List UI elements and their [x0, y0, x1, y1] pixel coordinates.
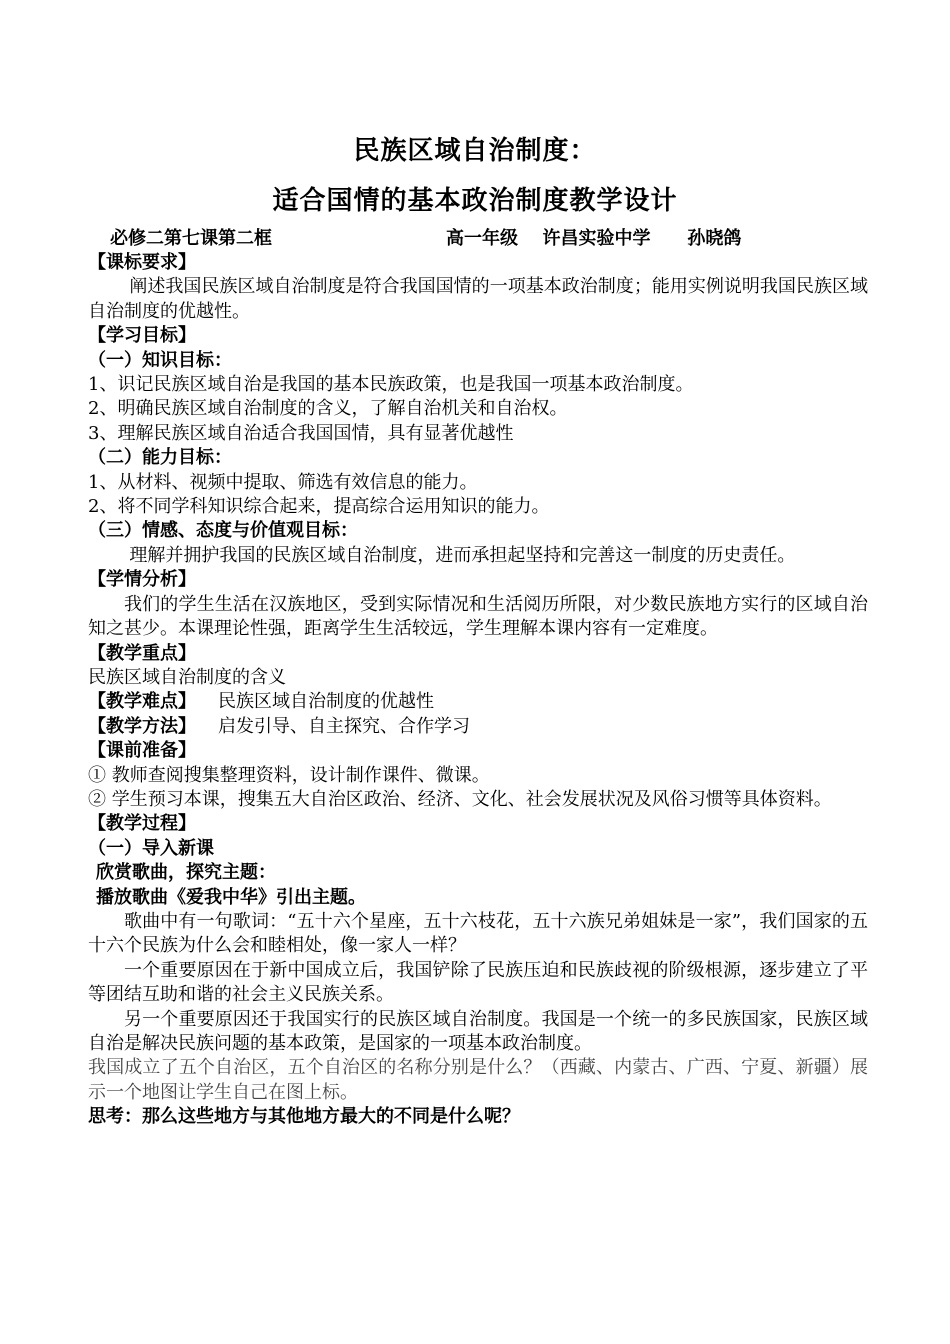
xinshang-line: 欣赏歌曲，探究主题： — [96, 862, 276, 884]
section-heading-zhunbei: 【课前准备】 — [88, 740, 196, 762]
list-item: 2、将不同学科知识综合起来，提高综合运用知识的能力。 — [88, 496, 550, 518]
subheading-nengli: （二）能力目标： — [88, 447, 232, 469]
bofang-line: 播放歌曲《爱我中华》引出主题。 — [96, 886, 366, 908]
nandian-text: 民族区域自治制度的优越性 — [218, 691, 434, 713]
list-item: ② 学生预习本课，搜集五大自治区政治、经济、文化、社会发展状况及风俗习惯等具体资料。 — [88, 788, 832, 810]
document-title-line1: 民族区域自治制度： — [353, 136, 597, 166]
xueqing-text: 我们的学生生活在汉族地区，受到实际情况和生活阅历所限，对少数民族地方实行的区域自治知之甚少。本课理论性强，距离学生生活较远，学生理解本课内容有一定难度。 — [88, 593, 868, 640]
author-info: 高一年级 许昌实验中学 孙晓鸽 — [446, 228, 742, 249]
section-heading-xueqing: 【学情分析】 — [88, 569, 196, 591]
paragraph-lyrics: 歌曲中有一句歌词：“五十六个星座，五十六枝花，五十六族兄弟姐妹是一家”，我们国家的五十六个民族为什么会和睦相处，像一家人一样？ — [88, 910, 868, 957]
paragraph-reason2: 另一个重要原因还于我国实行的民族区域自治制度。我国是一个统一的多民族国家，民族区域自治是解决民族问题的基本政策，是国家的一项基本政治制度。 — [88, 1008, 868, 1054]
section-heading-fangfa: 【教学方法】 — [88, 715, 196, 737]
paragraph-autonomous-regions: 我国成立了五个自治区，五个自治区的名称分别是什么？（西藏、内蒙古、广西、宁夏、新疆）展示一个地图让学生自己在图上标。 — [88, 1057, 868, 1103]
section-heading-kebiao: 【课标要求】 — [88, 252, 196, 273]
list-item: 3、理解民族区域自治适合我国国情，具有显著优越性 — [88, 422, 514, 444]
course-unit: 必修二第七课第二框 — [110, 228, 272, 249]
list-item: ① 教师查阅搜集整理资料，设计制作课件、微课。 — [88, 764, 490, 786]
subheading-zhishi: （一）知识目标： — [88, 349, 232, 371]
section-heading-xuexi: 【学习目标】 — [88, 325, 196, 347]
qinggan-text: 理解并拥护我国的民族区域自治制度，进而承担起坚持和完善这一制度的历史责任。 — [129, 544, 796, 566]
list-item: 2、明确民族区域自治制度的含义，了解自治机关和自治权。 — [88, 398, 568, 420]
fangfa-row — [88, 715, 868, 739]
section-heading-zhongdian: 【教学重点】 — [88, 642, 196, 664]
list-item: 1、识记民族区域自治是我国的基本民族政策，也是我国一项基本政治制度。 — [88, 374, 694, 396]
thinking-question: 思考：那么这些地方与其他地方最大的不同是什么呢？ — [88, 1106, 520, 1128]
document-title-line2: 适合国情的基本政治制度教学设计 — [272, 186, 678, 216]
section-heading-guocheng: 【教学过程】 — [88, 813, 196, 835]
subheading-qinggan: （三）情感、态度与价值观目标： — [88, 520, 358, 542]
nandian-row — [88, 690, 868, 714]
document-subtitle — [110, 226, 860, 252]
section-heading-nandian: 【教学难点】 — [88, 691, 196, 713]
list-item: 1、从材料、视频中提取、筛选有效信息的能力。 — [88, 471, 478, 493]
paragraph-reason1: 一个重要原因在于新中国成立后，我国铲除了民族压迫和民族歧视的阶级根源，逐步建立了平等团结互助和谐的社会主义民族关系。 — [88, 959, 868, 1006]
document-body — [88, 251, 868, 1130]
subheading-daoru: （一）导入新课 — [88, 837, 214, 859]
kebiao-text: 阐述我国民族区域自治制度是符合我国国情的一项基本政治制度；能用实例说明我国民族区域自治制度的优越性。 — [88, 276, 868, 322]
zhongdian-text: 民族区域自治制度的含义 — [88, 666, 286, 688]
fangfa-text: 启发引导、自主探究、合作学习 — [218, 715, 470, 737]
